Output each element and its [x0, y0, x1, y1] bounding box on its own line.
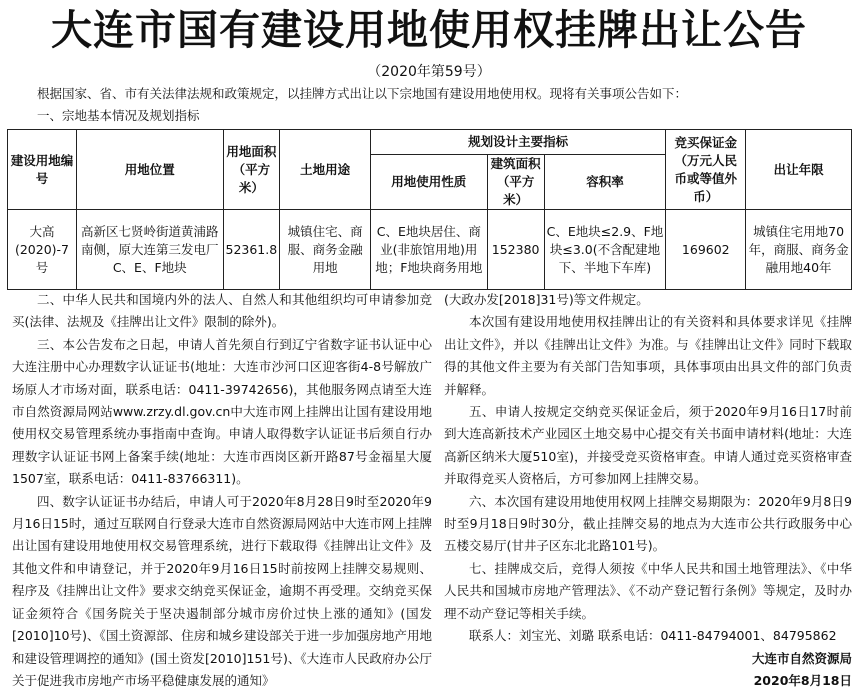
- notice-title: 大连市国有建设用地使用权挂牌出让公告: [51, 6, 807, 54]
- paragraph-7: 七、挂牌成交后，竞得人须按《中华人民共和国土地管理法》、《中华人民共和国城市房地产管理法》、《不动产登记暂行条例》等规定，及时办理不动产登记等相关手续。: [444, 560, 852, 621]
- right-column: [444, 289, 852, 692]
- cell-plot-no: 大高(2020)-7号: [8, 210, 77, 290]
- contact-line: 联系人：刘宝光、刘璐 联系电话：0411-84794001、84795862: [469, 628, 837, 644]
- cell-deposit: 169602: [666, 210, 746, 290]
- header-term: 出让年限: [746, 130, 852, 210]
- paragraph-documents: 本次国有建设用地使用权挂牌出让的有关资料和具体要求详见《挂牌出让文件》，并以《挂牌出让文件》为准。与《挂牌出让文件》同时下载取得的其他文件主要为有关部门告知事项，具体事项由出具文件的部门负责并解释。: [444, 314, 852, 397]
- header-deposit: 竞买保证金（万元人民币或等值外币）: [666, 130, 746, 210]
- cell-floor-area: 152380: [487, 210, 544, 290]
- cell-term: 城镇住宅用地70年，商服、商务金融用地40年: [746, 210, 852, 290]
- section-1-heading: 一、宗地基本情况及规划指标: [37, 108, 200, 123]
- paragraph-3: 三、本公告发布之日起，申请人首先须自行到辽宁省数字证书认证中心大连注册中心办理数字认证证书(地址：大连市沙河口区迎客街4-8号解放广场原人才市场对面，联系电话：0411-39742656)，其他服务网点请至大连市自然资源局网站www.zrzy.dl.gov.cn中大连市网上挂牌出让国有建设用地使用权交易管理系统办事指南中查询。申请人取得数字认证证书后须自行办理数字认证证书网上备案手续(地址：大连市西岗区新开路87号金福星大厦1507室，联系电话：0411-83766311)。: [12, 336, 432, 487]
- header-area: 用地面积（平方米）: [223, 130, 280, 210]
- header-plot-no: 建设用地编号: [8, 130, 77, 210]
- table-row: [8, 210, 852, 290]
- paragraph-4-continuation: (大政办发[2018]31号)等文件规定。: [444, 292, 649, 307]
- header-use-nature: 用地使用性质: [370, 155, 487, 210]
- cell-far: C、E地块≤2.9、F地块≤3.0(不含配建地下、半地下车库): [544, 210, 666, 290]
- issuing-organization: 大连市自然资源局: [751, 650, 852, 666]
- issue-date: 2020年8月18日: [753, 672, 852, 688]
- plot-info-table: [7, 129, 852, 290]
- header-far: 容积率: [544, 155, 666, 210]
- paragraph-5: 五、申请人按规定交纳竞买保证金后，须于2020年9月16日17时前到大连高新技术产业园区土地交易中心提交有关书面申请材料(地址：大连高新区纳米大厦510室)，并接受竞买资格审查。申请人通过竞买资格审查并取得竞买人资格后，方可参加网上挂牌交易。: [444, 404, 852, 487]
- header-use: 土地用途: [280, 130, 371, 210]
- header-location: 用地位置: [76, 130, 223, 210]
- paragraph-6: 六、本次国有建设用地使用权网上挂牌交易期限为：2020年9月8日9时至9月18日9时30分，截止挂牌交易的地点为大连市公共行政服务中心五楼交易厅(甘井子区东北北路101号)。: [444, 493, 852, 554]
- cell-area: 52361.8: [223, 210, 280, 290]
- left-column: [12, 289, 432, 692]
- paragraph-4: 四、数字认证证书办结后，申请人可于2020年8月28日9时至2020年9月16日15时，通过互联网自行登录大连市自然资源局网站中大连市网上挂牌出让国有建设用地使用权交易管理系统，进行下载取得《挂牌出让文件》及其他文件和申请登记，并于2020年9月16日15时前按网上挂牌交易规则、程序及《挂牌出让文件》要求交纳竞买保证金，逾期不再受理。交纳竞买保证金须符合《国务院关于坚决遏制部分城市房价过快上涨的通知》(国发[2010]10号)、《国土资源部、住房和城乡建设部关于进一步加强房地产用地和建设管理调控的通知》(国土资发[2010]151号)、《大连市人民政府办公厅关于促进我市房地产市场平稳健康发展的通知》: [12, 493, 432, 688]
- notice-issue-number: （2020年第59号）: [367, 64, 491, 80]
- cell-use-nature: C、E地块居住、商业(非旅馆用地)用地；F地块商务用地: [370, 210, 487, 290]
- header-planning-group: 规划设计主要指标: [370, 130, 665, 155]
- intro-paragraph: 根据国家、省、市有关法律法规和政策规定，以挂牌方式出让以下宗地国有建设用地使用权。现将有关事项公告如下：: [37, 86, 688, 101]
- cell-location: 高新区七贤岭街道黄浦路南侧，原大连第三发电厂C、E、F地块: [76, 210, 223, 290]
- cell-use: 城镇住宅、商服、商务金融用地: [280, 210, 371, 290]
- paragraph-2: 二、中华人民共和国境内外的法人、自然人和其他组织均可申请参加竞买(法律、法规及《挂牌出让文件》限制的除外)。: [12, 292, 432, 330]
- header-floor-area: 建筑面积（平方米）: [487, 155, 544, 210]
